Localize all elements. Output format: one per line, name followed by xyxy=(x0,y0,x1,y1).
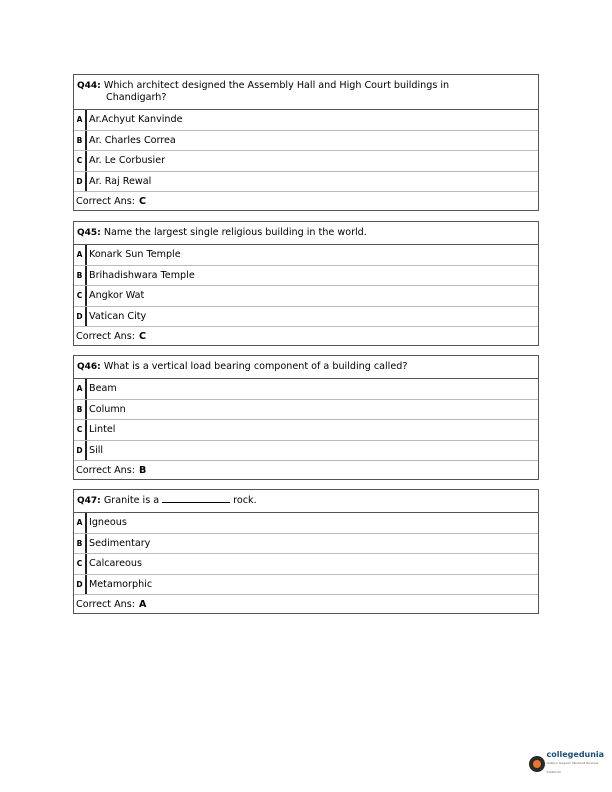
option-a xyxy=(74,379,538,400)
question-header xyxy=(74,490,538,513)
question-number: Q47: xyxy=(77,496,101,506)
logo-tagline: India's largest Student Review Platform xyxy=(546,761,599,774)
option-text: Lintel xyxy=(89,424,116,436)
option-letter: C xyxy=(74,286,87,306)
option-text: Metamorphic xyxy=(89,578,153,590)
answer-label: Correct Ans: xyxy=(76,195,135,207)
option-b xyxy=(74,534,538,555)
answer-value: A xyxy=(138,598,147,610)
option-text: Brihadishwara Temple xyxy=(89,269,195,281)
question-text-continued: Chandigarh? xyxy=(106,92,167,103)
option-text: Column xyxy=(89,403,126,415)
option-text: Angkor Wat xyxy=(89,290,145,302)
question-card-q47 xyxy=(73,489,539,614)
question-card-q44 xyxy=(73,74,539,211)
logo-wordmark xyxy=(547,750,612,777)
option-d xyxy=(74,172,538,193)
question-text: What is a vertical load bearing component of a building called? xyxy=(103,361,408,372)
option-letter: A xyxy=(74,245,87,265)
option-text: Igneous xyxy=(89,517,127,529)
option-letter: C xyxy=(74,420,87,440)
answer-label: Correct Ans: xyxy=(76,598,135,610)
logo-brand: collegedunia xyxy=(546,750,605,759)
question-number: Q44: xyxy=(77,81,101,91)
option-letter: C xyxy=(74,554,87,574)
answer-value: C xyxy=(138,195,146,207)
option-d xyxy=(74,575,538,596)
option-letter: A xyxy=(74,513,87,533)
option-b xyxy=(74,131,538,152)
option-a xyxy=(74,245,538,266)
option-a xyxy=(74,513,538,534)
collegedunia-logo-icon xyxy=(529,756,545,772)
option-letter: B xyxy=(74,400,87,420)
option-c xyxy=(74,151,538,172)
option-b xyxy=(74,400,538,421)
option-c xyxy=(74,420,538,441)
option-letter: A xyxy=(74,110,87,130)
option-text: Beam xyxy=(89,383,117,395)
option-text: Sill xyxy=(89,444,104,456)
answer-label: Correct Ans: xyxy=(76,464,135,476)
option-c xyxy=(74,554,538,575)
option-letter: D xyxy=(74,172,87,192)
question-header xyxy=(74,356,538,379)
question-text: Granite is a xyxy=(103,495,160,506)
option-d xyxy=(74,441,538,462)
question-header xyxy=(74,222,538,245)
option-a xyxy=(74,110,538,131)
option-text: Ar. Raj Rewal xyxy=(89,175,152,187)
option-text: Calcareous xyxy=(89,558,142,570)
option-c xyxy=(74,286,538,307)
option-text: Ar. Le Corbusier xyxy=(89,155,166,167)
question-text: Which architect designed the Assembly Hall and High Court buildings in xyxy=(103,80,450,91)
option-letter: B xyxy=(74,266,87,286)
question-card-q46 xyxy=(73,355,539,480)
fill-in-blank xyxy=(162,502,230,503)
answer-value: C xyxy=(138,330,146,342)
option-letter: D xyxy=(74,575,87,595)
option-letter: D xyxy=(74,307,87,327)
question-text: Name the largest single religious building in the world. xyxy=(103,227,367,238)
correct-answer-row xyxy=(74,461,538,479)
option-text: Konark Sun Temple xyxy=(89,249,181,261)
option-letter: D xyxy=(74,441,87,461)
option-letter: B xyxy=(74,131,87,151)
correct-answer-row xyxy=(74,595,538,613)
option-letter: A xyxy=(74,379,87,399)
collegedunia-logo xyxy=(529,750,612,777)
question-number: Q45: xyxy=(77,228,101,238)
question-text-end: rock. xyxy=(233,495,257,506)
option-text: Ar.Achyut Kanvinde xyxy=(89,114,183,126)
option-letter: C xyxy=(74,151,87,171)
option-b xyxy=(74,266,538,287)
option-text: Ar. Charles Correa xyxy=(89,134,176,146)
question-number: Q46: xyxy=(77,362,101,372)
answer-label: Correct Ans: xyxy=(76,330,135,342)
question-header xyxy=(74,75,538,110)
option-letter: B xyxy=(74,534,87,554)
option-text: Vatican City xyxy=(89,310,147,322)
option-d xyxy=(74,307,538,328)
correct-answer-row xyxy=(74,327,538,345)
correct-answer-row xyxy=(74,192,538,210)
answer-value: B xyxy=(138,464,147,476)
option-text: Sedimentary xyxy=(89,537,151,549)
question-card-q45 xyxy=(73,221,539,346)
